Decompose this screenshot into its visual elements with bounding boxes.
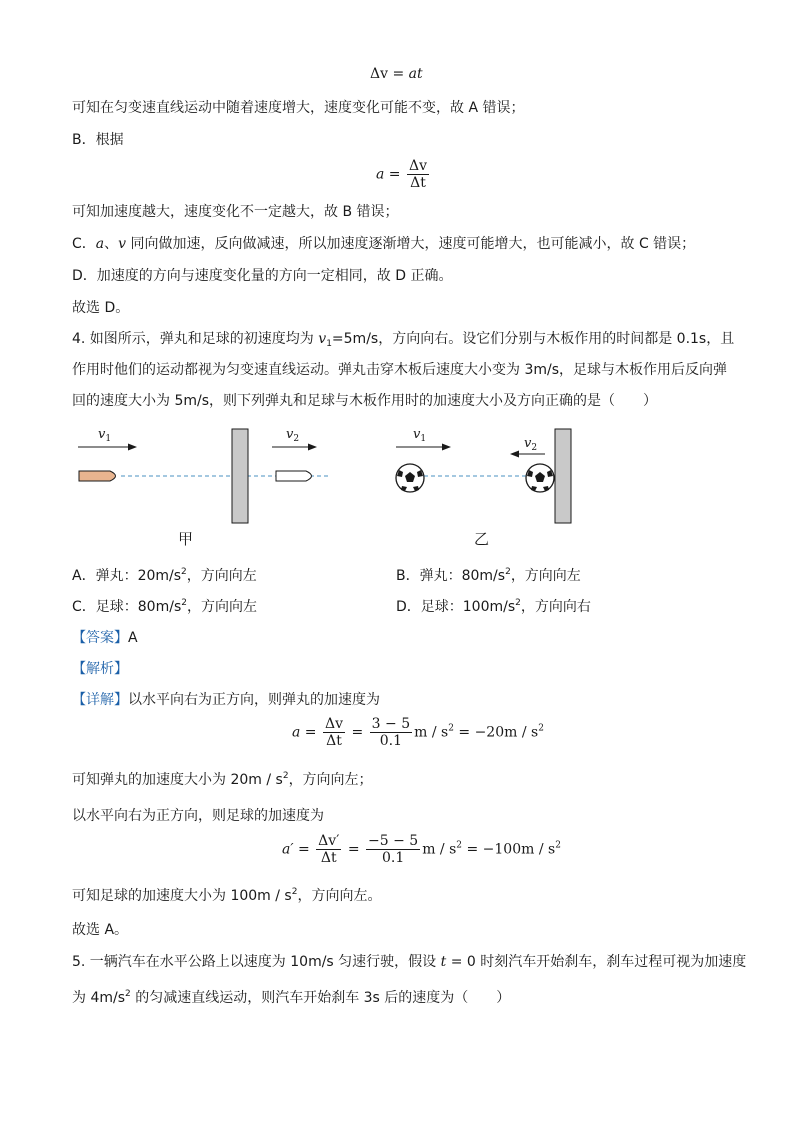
option-d-sup: 2 bbox=[515, 598, 521, 608]
option-b[interactable] bbox=[396, 566, 581, 586]
paragraph-option-c-analysis bbox=[72, 234, 695, 254]
football-before bbox=[396, 464, 424, 492]
answer-tag: 【答案】 bbox=[72, 630, 128, 646]
eq2-fraction bbox=[407, 158, 429, 191]
equation-bullet-acceleration bbox=[292, 716, 544, 749]
eq3-result: = −20m / s bbox=[453, 724, 539, 741]
equation-acceleration bbox=[376, 158, 431, 191]
paragraph-option-b-analysis: 可知加速度越大，速度变化不一定越大，故 B 错误； bbox=[72, 204, 399, 220]
bullet-after bbox=[276, 471, 312, 481]
eq2-numerator: Δv bbox=[409, 158, 428, 174]
eq4-f2-num: −5 − 5 bbox=[368, 833, 419, 849]
question-4-line-2: 作用时他们的运动都视为匀变速直线运动。弹丸击穿木板后速度大小变为 3m/s，足球与木板作用后反向弹 bbox=[72, 362, 728, 378]
option-c-pre: C．足球：80m/s bbox=[72, 599, 182, 615]
paragraph-football-intro: 以水平向右为正方向，则足球的加速度为 bbox=[72, 808, 324, 824]
question-4-line-1 bbox=[72, 329, 734, 349]
eq4-fraction-1 bbox=[316, 833, 341, 866]
question-5-line-1 bbox=[72, 952, 746, 972]
p9-pre: 可知足球的加速度大小为 100m / s bbox=[72, 888, 292, 904]
p4-sep: 、 bbox=[104, 236, 119, 252]
eq4-equals-2: = bbox=[343, 841, 365, 858]
option-d-post: ，方向向右 bbox=[520, 599, 591, 615]
option-d[interactable] bbox=[396, 597, 591, 617]
equation-delta-v bbox=[370, 66, 423, 82]
q5-line1-a: 5. 一辆汽车在水平公路上以速度为 10m/s 匀速行驶，假设 bbox=[72, 954, 441, 970]
v1-arrowhead-right bbox=[442, 444, 451, 451]
option-c[interactable] bbox=[72, 597, 257, 617]
eq4-equals-1: = bbox=[293, 841, 315, 858]
detail-line bbox=[72, 690, 380, 710]
v1-label-right: $v_1$ bbox=[413, 427, 427, 444]
detail-text: 以水平向右为正方向，则弹丸的加速度为 bbox=[128, 692, 380, 708]
v1-label-left: $v_1$ bbox=[98, 427, 112, 444]
eq4-lhs: a′ bbox=[282, 841, 294, 858]
analysis-tag: 【解析】 bbox=[72, 661, 128, 677]
eq4-sup-1: 2 bbox=[456, 840, 463, 851]
wooden-board-right bbox=[555, 429, 571, 523]
equation-football-acceleration bbox=[282, 833, 561, 866]
paragraph-football-result bbox=[72, 886, 381, 906]
wooden-board-left bbox=[232, 429, 248, 523]
eq3-lhs: a bbox=[292, 724, 301, 741]
paragraph-option-a-analysis: 可知在匀变速直线运动中随着速度增大，速度变化可能不变，故 A 错误； bbox=[72, 100, 525, 116]
eq4-unit: m / s bbox=[422, 841, 457, 858]
eq3-unit: m / s bbox=[414, 724, 449, 741]
p7-post: ，方向向左； bbox=[288, 772, 373, 788]
eq3-f1-num: Δv bbox=[325, 716, 344, 732]
eq3-equals-1: = bbox=[300, 724, 321, 741]
option-b-sup: 2 bbox=[505, 567, 511, 577]
v2-arrowhead-right bbox=[510, 451, 519, 458]
p4-prefix: C． bbox=[72, 236, 96, 252]
answer-value: A bbox=[128, 630, 138, 646]
v2-arrowhead-left bbox=[308, 444, 317, 451]
q5-line2-b: 的匀减速直线运动，则汽车开始刹车 3s 后的速度为（ ） bbox=[130, 990, 511, 1006]
eq4-result: = −100m / s bbox=[462, 841, 556, 858]
p4-var-a: a bbox=[95, 236, 105, 252]
figure-left-bullet bbox=[78, 427, 330, 523]
option-c-sup: 2 bbox=[181, 598, 187, 608]
eq3-sup-2: 2 bbox=[538, 723, 544, 734]
eq2-lhs: a bbox=[376, 166, 385, 183]
bullet-before bbox=[79, 471, 116, 481]
eq4-f1-den: Δt bbox=[320, 850, 337, 866]
option-c-post: ，方向向左 bbox=[186, 599, 257, 615]
eq3-equals-2: = bbox=[347, 724, 368, 741]
eq2-equals: = bbox=[384, 166, 405, 183]
paragraph-option-b-intro: B．根据 bbox=[72, 132, 124, 148]
p4-var-v: v bbox=[118, 236, 127, 252]
option-a-pre: A．弹丸：20m/s bbox=[72, 568, 182, 584]
option-a-sup: 2 bbox=[181, 567, 187, 577]
eq1-rhs: at bbox=[408, 66, 423, 82]
figure-bullet-ball-board bbox=[0, 420, 794, 570]
eq4-f1-num: Δv′ bbox=[318, 833, 340, 849]
question-5-line-2 bbox=[72, 988, 510, 1008]
answer-line bbox=[72, 628, 138, 648]
eq3-fraction-1 bbox=[323, 716, 345, 749]
paragraph-choose-a: 故选 A。 bbox=[72, 922, 129, 938]
q5-sup: 2 bbox=[125, 989, 131, 999]
eq3-fraction-2 bbox=[370, 716, 412, 749]
eq3-f2-num: 3 − 5 bbox=[371, 716, 411, 732]
option-a[interactable] bbox=[72, 566, 257, 586]
q5-var-t: t bbox=[440, 954, 447, 970]
q4-var-v: v bbox=[318, 331, 327, 347]
option-a-post: ，方向向左 bbox=[186, 568, 257, 584]
p7-sup: 2 bbox=[282, 771, 289, 781]
p7-pre: 可知弹丸的加速度大小为 20m / s bbox=[72, 772, 283, 788]
q5-line2-a: 为 4m/s bbox=[72, 990, 126, 1006]
question-4-line-3: 回的速度大小为 5m/s，则下列弹丸和足球与木板作用时的加速度大小及方向正确的是（ ） bbox=[72, 393, 658, 409]
paragraph-option-d-analysis: D．加速度的方向与速度变化量的方向一定相同，故 D 正确。 bbox=[72, 268, 453, 284]
eq4-fraction-2 bbox=[366, 833, 420, 866]
eq1-lhs: Δv bbox=[370, 66, 389, 82]
caption-left: 甲 bbox=[178, 530, 194, 548]
eq1-equals: = bbox=[388, 66, 409, 82]
eq2-denominator: Δt bbox=[410, 175, 426, 191]
q4-line1-b: =5m/s，方向向右。设它们分别与木板作用的时间都是 0.1s，且 bbox=[331, 331, 735, 347]
eq4-sup-2: 2 bbox=[555, 840, 561, 851]
q5-line1-b: = 0 时刻汽车开始刹车，刹车过程可视为加速度 bbox=[446, 954, 747, 970]
figure-right-football bbox=[396, 427, 571, 523]
v2-label-left: $v_2$ bbox=[286, 427, 300, 444]
option-d-pre: D．足球：100m/s bbox=[396, 599, 516, 615]
q4-sub: 1 bbox=[326, 339, 332, 349]
p4-rest: 同向做加速，反向做减速，所以加速度逐渐增大，速度可能增大，也可能减小，故 C 错误； bbox=[126, 236, 696, 252]
v1-arrowhead-left bbox=[128, 444, 137, 451]
option-b-post: ，方向向左 bbox=[510, 568, 581, 584]
football-at-board bbox=[526, 464, 554, 492]
paragraph-bullet-result bbox=[72, 770, 373, 790]
detail-tag: 【详解】 bbox=[72, 692, 128, 708]
p9-sup: 2 bbox=[291, 887, 298, 897]
p9-post: ，方向向左。 bbox=[297, 888, 382, 904]
eq4-f2-den: 0.1 bbox=[381, 850, 405, 866]
eq3-f1-den: Δt bbox=[326, 733, 342, 749]
q4-line1-a: 4. 如图所示，弹丸和足球的初速度均为 bbox=[72, 331, 319, 347]
paragraph-choose-d: 故选 D。 bbox=[72, 300, 130, 316]
option-b-pre: B．弹丸：80m/s bbox=[396, 568, 506, 584]
caption-right: 乙 bbox=[474, 530, 490, 548]
eq3-f2-den: 0.1 bbox=[379, 733, 403, 749]
eq3-sup-1: 2 bbox=[448, 723, 454, 734]
v2-label-right: $v_2$ bbox=[524, 436, 538, 453]
